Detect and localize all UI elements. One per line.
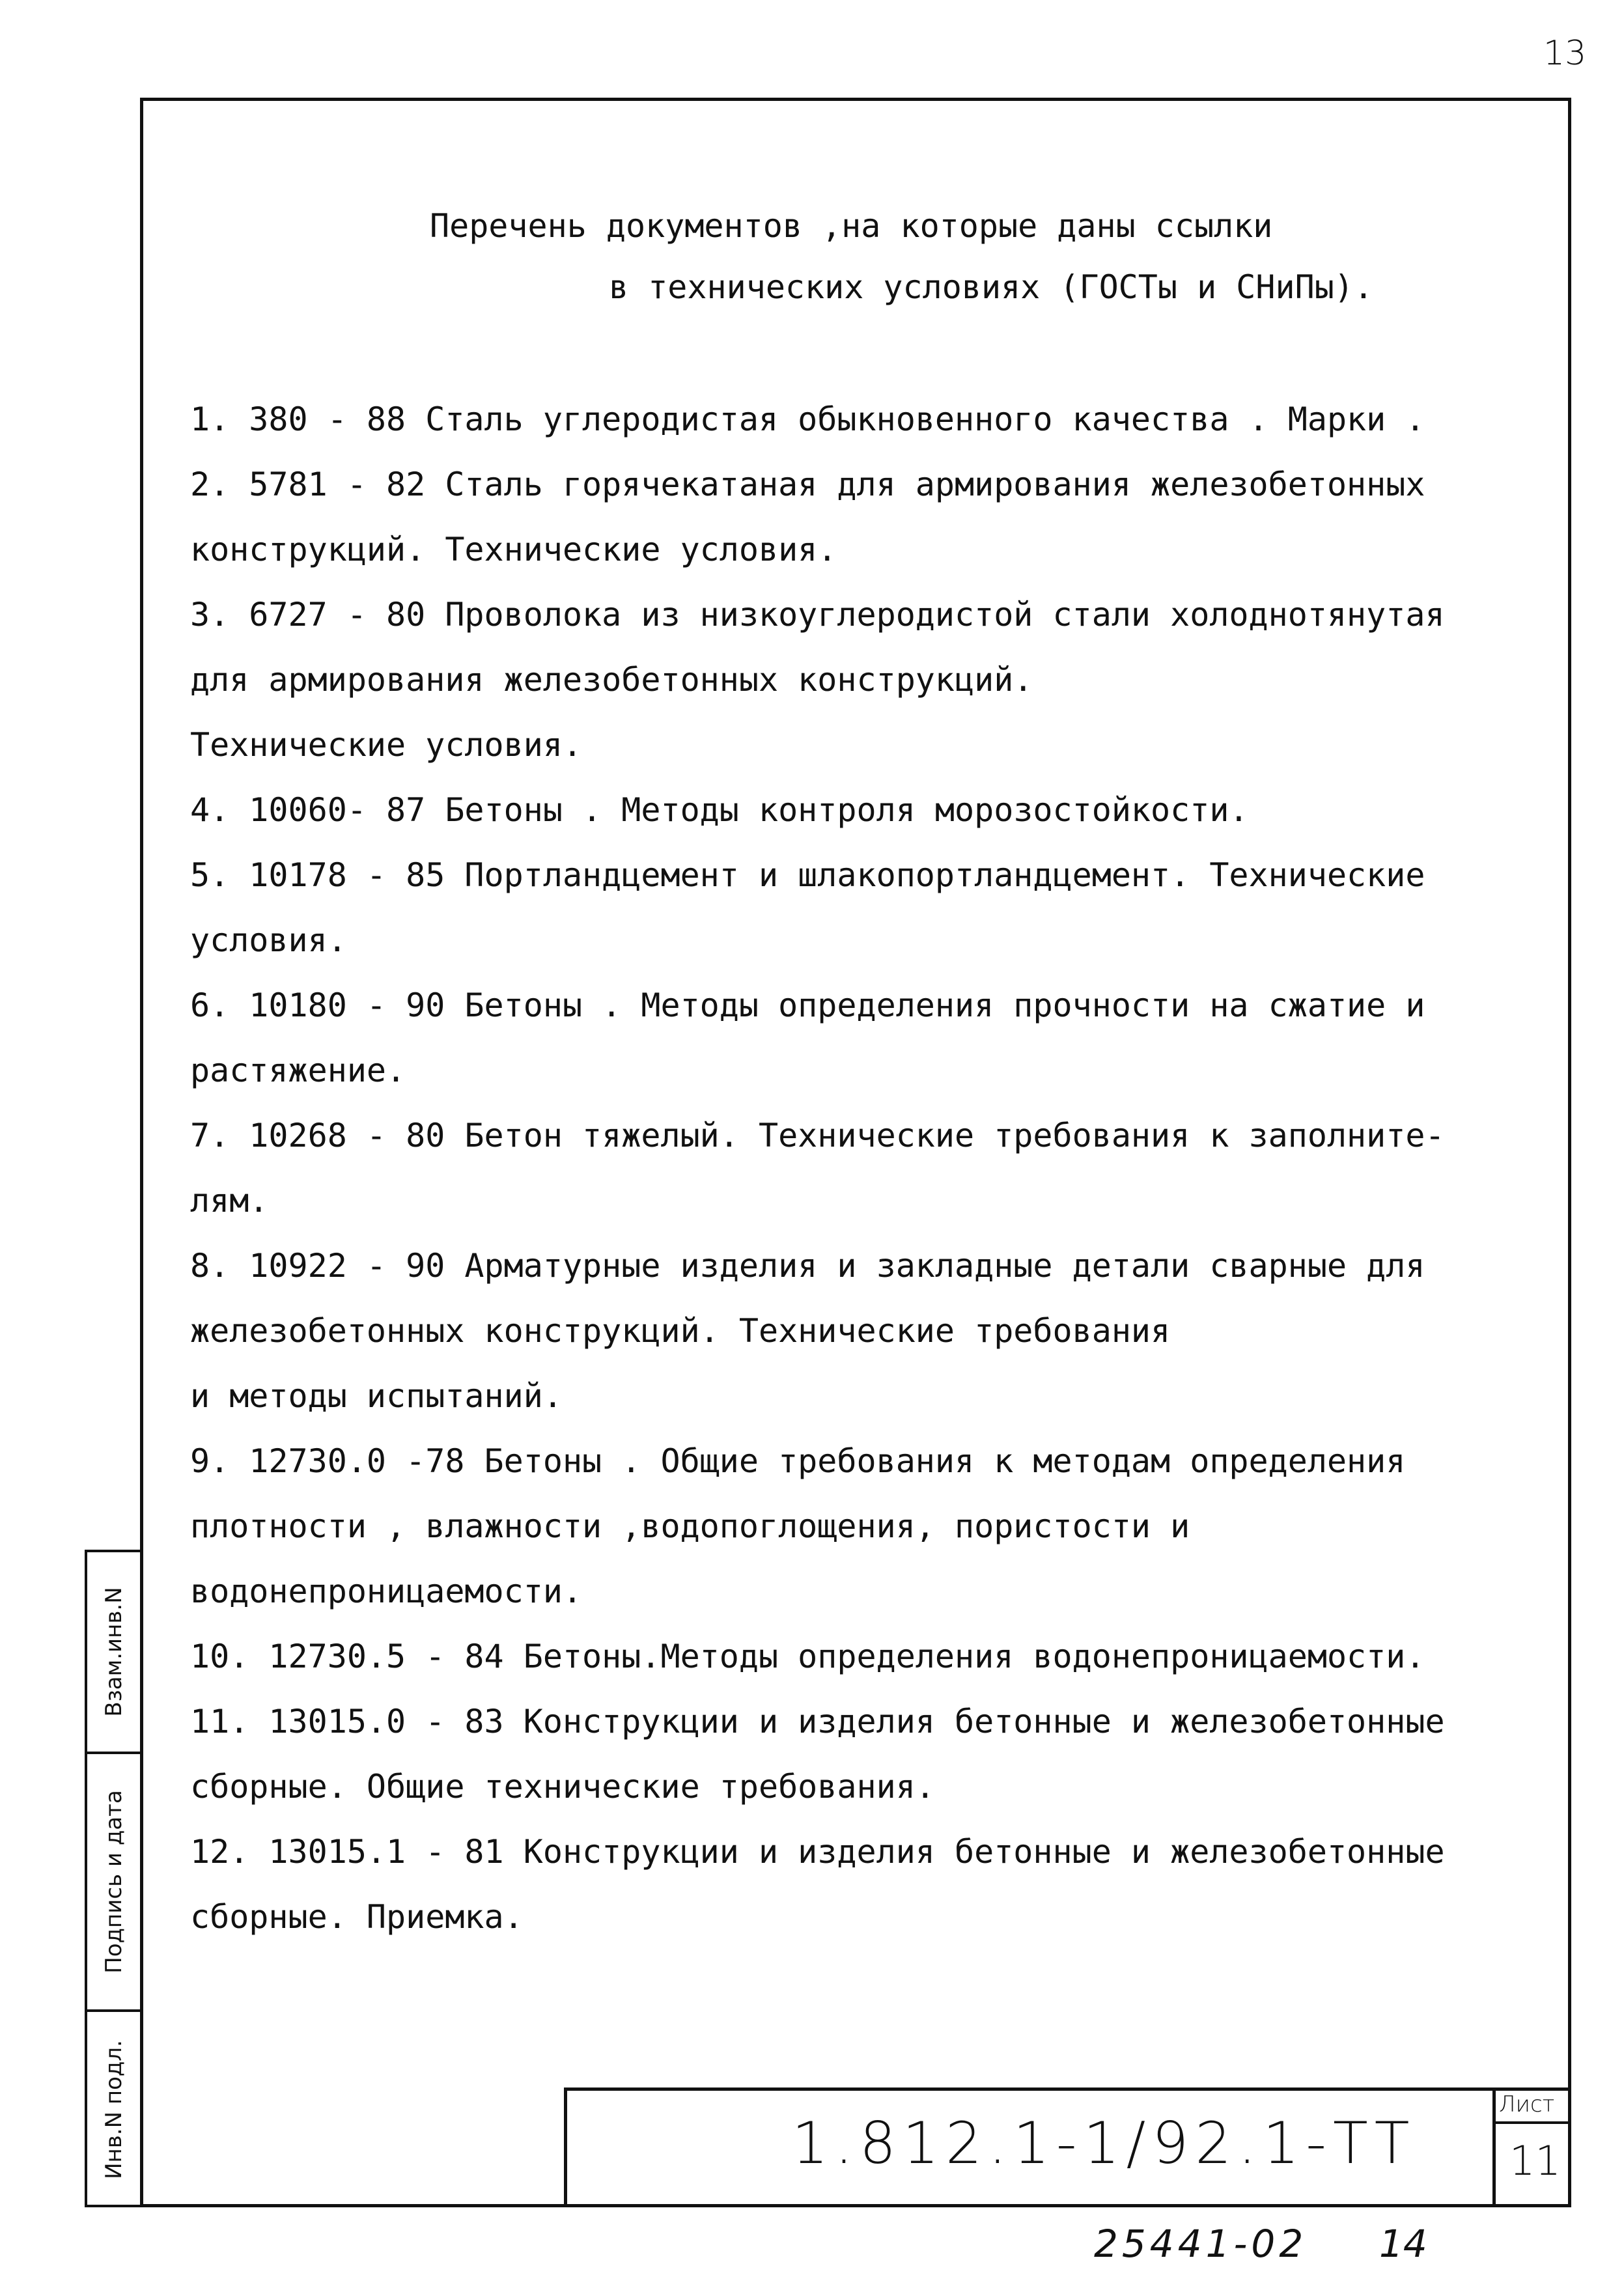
document-code: 1.812.1-1/92.1-ТТ (792, 2110, 1416, 2177)
binding-label-signature-date: Подпись и дата (100, 1790, 127, 1974)
list-line: растяжение. (190, 1052, 406, 1089)
list-line: 12. 13015.1 - 81 Конструкции и изделия бетонные и железобетонные (190, 1833, 1445, 1871)
list-line: 9. 12730.0 -78 Бетоны . Общие требования к методам определения (190, 1442, 1406, 1480)
list-line: конструкций. Технические условия. (190, 531, 837, 568)
list-line: 7. 10268 - 80 Бетон тяжелый. Технические требования к заполните- (190, 1117, 1445, 1154)
binding-label-original-inv: Инв.N подл. (100, 2040, 127, 2179)
sheet-box-divider (1492, 2121, 1571, 2124)
binding-cell-replacement (87, 1552, 140, 1754)
binding-cell-original-inv (87, 2012, 140, 2207)
list-line: плотности , влажности ,водопоглощения, пористости и (190, 1507, 1190, 1545)
list-line: 6. 10180 - 90 Бетоны . Методы определения прочности на сжатие и (190, 986, 1425, 1024)
list-line: лям. (190, 1182, 269, 1220)
list-line: условия. (190, 921, 347, 959)
list-line: водонепроницаемости. (190, 1572, 583, 1610)
list-line: 8. 10922 - 90 Арматурные изделия и закладные детали сварные для (190, 1247, 1425, 1285)
list-line: 5. 10178 - 85 Портландцемент и шлакопортландцемент. Технические (190, 856, 1425, 894)
list-line: 2. 5781 - 82 Сталь горячекатаная для армирования железобетонных (190, 466, 1425, 503)
list-line: 3. 6727 - 80 Проволока из низкоуглеродистой стали холоднотянутая (190, 596, 1445, 634)
list-line: Технические условия. (190, 726, 583, 764)
document-title-line-2: в технических условиях (ГОСТы и СНиПы). (609, 268, 1373, 306)
binding-label-replacement-inv: Взам.инв.N (100, 1587, 127, 1717)
list-line: сборные. Общие технические требования. (190, 1768, 935, 1806)
archive-sheet-number: 14 (1379, 2222, 1427, 2266)
list-line: и методы испытаний. (190, 1377, 563, 1415)
list-line: 1. 380 - 88 Сталь углеродистая обыкновенного качества . Марки . (190, 400, 1425, 438)
archive-code: 25441-02 (1094, 2222, 1308, 2266)
list-line: 10. 12730.5 - 84 Бетоны.Методы определения водонепроницаемости. (190, 1638, 1425, 1675)
sheet-number: 11 (1509, 2137, 1561, 2185)
list-line: сборные. Приемка. (190, 1898, 524, 1936)
list-line: 11. 13015.0 - 83 Конструкции и изделия бетонные и железобетонные (190, 1703, 1445, 1740)
sheet-label: Лист (1499, 2091, 1555, 2117)
binding-cell-signature (87, 1754, 140, 2012)
list-line: для армирования железобетонных конструкций. (190, 661, 1033, 699)
binding-strip (85, 1550, 140, 2207)
list-line: железобетонных конструкций. Технические требования (190, 1312, 1171, 1350)
list-line: 4. 10060- 87 Бетоны . Методы контроля морозостойкости. (190, 791, 1249, 829)
page-corner-number: 13 (1543, 34, 1587, 73)
document-title-line-1: Перечень документов ,на которые даны ссылки (430, 207, 1273, 245)
